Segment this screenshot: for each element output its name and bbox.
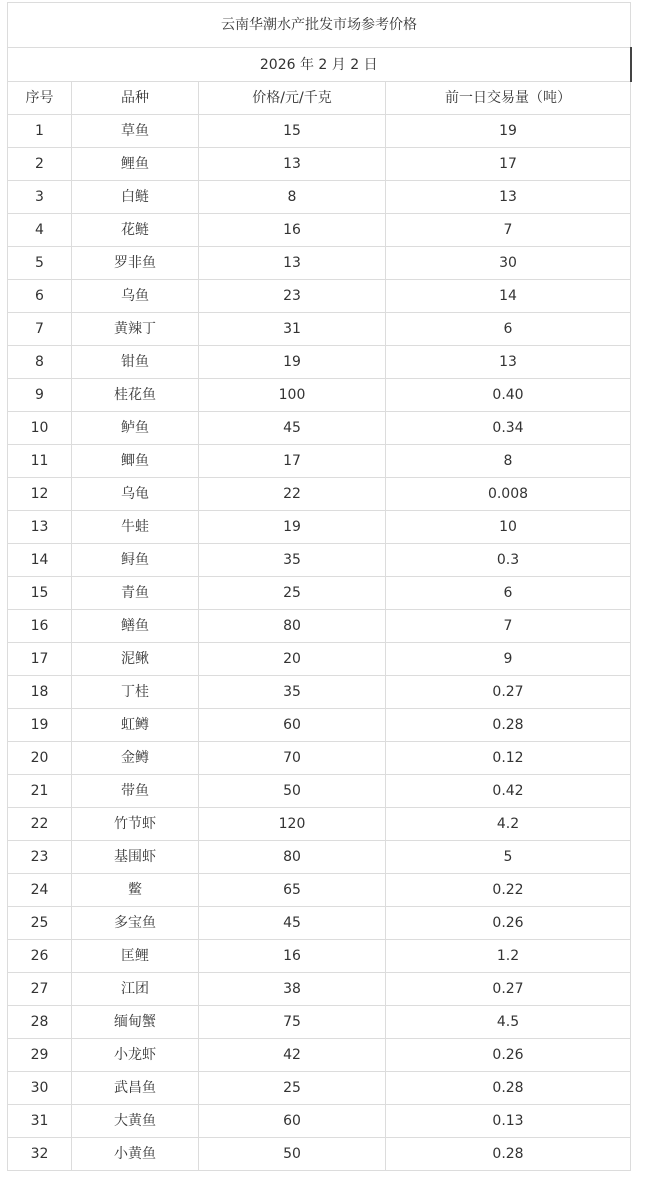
cell-no: 15 bbox=[8, 577, 72, 610]
cell-price: 35 bbox=[199, 676, 386, 709]
cell-price: 45 bbox=[199, 412, 386, 445]
header-no: 序号 bbox=[8, 82, 72, 115]
cell-price: 80 bbox=[199, 610, 386, 643]
table-row bbox=[8, 643, 631, 676]
cell-no: 3 bbox=[8, 181, 72, 214]
cell-no: 18 bbox=[8, 676, 72, 709]
cell-name: 罗非鱼 bbox=[72, 247, 199, 280]
cell-name: 武昌鱼 bbox=[72, 1072, 199, 1105]
cell-price: 16 bbox=[199, 214, 386, 247]
cell-price: 60 bbox=[199, 709, 386, 742]
cell-price: 60 bbox=[199, 1105, 386, 1138]
cell-name: 泥鳅 bbox=[72, 643, 199, 676]
cell-name: 花鲢 bbox=[72, 214, 199, 247]
cell-no: 26 bbox=[8, 940, 72, 973]
table-row bbox=[8, 1138, 631, 1171]
table-row bbox=[8, 1006, 631, 1039]
cell-volume: 4.5 bbox=[386, 1006, 631, 1039]
cell-name: 乌鱼 bbox=[72, 280, 199, 313]
cell-volume: 13 bbox=[386, 346, 631, 379]
cell-no: 5 bbox=[8, 247, 72, 280]
table-row bbox=[8, 1039, 631, 1072]
cell-price: 23 bbox=[199, 280, 386, 313]
cell-no: 32 bbox=[8, 1138, 72, 1171]
cell-name: 鳝鱼 bbox=[72, 610, 199, 643]
cell-no: 9 bbox=[8, 379, 72, 412]
table-row bbox=[8, 1105, 631, 1138]
cell-no: 1 bbox=[8, 115, 72, 148]
cell-volume: 0.3 bbox=[386, 544, 631, 577]
cell-name: 牛蛙 bbox=[72, 511, 199, 544]
cell-name: 金鳟 bbox=[72, 742, 199, 775]
table-row bbox=[8, 214, 631, 247]
cell-volume: 0.28 bbox=[386, 1138, 631, 1171]
cell-no: 24 bbox=[8, 874, 72, 907]
cell-price: 8 bbox=[199, 181, 386, 214]
cell-price: 19 bbox=[199, 511, 386, 544]
cell-volume: 17 bbox=[386, 148, 631, 181]
cell-price: 31 bbox=[199, 313, 386, 346]
cell-no: 14 bbox=[8, 544, 72, 577]
table-row bbox=[8, 907, 631, 940]
cell-price: 25 bbox=[199, 1072, 386, 1105]
cell-price: 35 bbox=[199, 544, 386, 577]
table-row bbox=[8, 148, 631, 181]
cell-volume: 10 bbox=[386, 511, 631, 544]
price-table bbox=[7, 2, 632, 1171]
table-row bbox=[8, 247, 631, 280]
cell-volume: 19 bbox=[386, 115, 631, 148]
cell-volume: 0.12 bbox=[386, 742, 631, 775]
cell-volume: 0.13 bbox=[386, 1105, 631, 1138]
table-date: 2026 年 2 月 2 日 bbox=[8, 48, 631, 82]
cell-volume: 9 bbox=[386, 643, 631, 676]
cell-no: 7 bbox=[8, 313, 72, 346]
cell-name: 鲈鱼 bbox=[72, 412, 199, 445]
cell-volume: 4.2 bbox=[386, 808, 631, 841]
cell-price: 80 bbox=[199, 841, 386, 874]
table-body bbox=[8, 3, 631, 1171]
cell-no: 17 bbox=[8, 643, 72, 676]
cell-no: 25 bbox=[8, 907, 72, 940]
table-row bbox=[8, 511, 631, 544]
cell-volume: 0.34 bbox=[386, 412, 631, 445]
table-row bbox=[8, 379, 631, 412]
cell-name: 基围虾 bbox=[72, 841, 199, 874]
table-row bbox=[8, 313, 631, 346]
cell-volume: 0.008 bbox=[386, 478, 631, 511]
cell-volume: 0.27 bbox=[386, 973, 631, 1006]
header-price: 价格/元/千克 bbox=[199, 82, 386, 115]
cell-price: 120 bbox=[199, 808, 386, 841]
table-row bbox=[8, 478, 631, 511]
cell-name: 小黄鱼 bbox=[72, 1138, 199, 1171]
cell-name: 鲫鱼 bbox=[72, 445, 199, 478]
cell-price: 75 bbox=[199, 1006, 386, 1039]
cell-no: 20 bbox=[8, 742, 72, 775]
cell-no: 13 bbox=[8, 511, 72, 544]
cell-volume: 0.40 bbox=[386, 379, 631, 412]
price-sheet bbox=[7, 2, 630, 1171]
table-row bbox=[8, 775, 631, 808]
cell-no: 6 bbox=[8, 280, 72, 313]
table-row bbox=[8, 346, 631, 379]
cell-volume: 0.26 bbox=[386, 1039, 631, 1072]
cell-volume: 0.22 bbox=[386, 874, 631, 907]
cell-price: 38 bbox=[199, 973, 386, 1006]
cell-volume: 0.28 bbox=[386, 1072, 631, 1105]
table-date-row bbox=[8, 48, 631, 82]
cell-volume: 7 bbox=[386, 214, 631, 247]
cell-no: 23 bbox=[8, 841, 72, 874]
cell-no: 8 bbox=[8, 346, 72, 379]
header-name: 品种 bbox=[72, 82, 199, 115]
cell-name: 白鲢 bbox=[72, 181, 199, 214]
cell-price: 20 bbox=[199, 643, 386, 676]
table-row bbox=[8, 973, 631, 1006]
cell-no: 22 bbox=[8, 808, 72, 841]
cell-name: 竹节虾 bbox=[72, 808, 199, 841]
cell-price: 13 bbox=[199, 148, 386, 181]
cell-no: 10 bbox=[8, 412, 72, 445]
cell-name: 鳖 bbox=[72, 874, 199, 907]
cell-name: 鲟鱼 bbox=[72, 544, 199, 577]
table-row bbox=[8, 445, 631, 478]
cell-volume: 6 bbox=[386, 577, 631, 610]
cell-volume: 13 bbox=[386, 181, 631, 214]
cell-no: 30 bbox=[8, 1072, 72, 1105]
cell-volume: 1.2 bbox=[386, 940, 631, 973]
cell-no: 27 bbox=[8, 973, 72, 1006]
cell-no: 28 bbox=[8, 1006, 72, 1039]
table-row bbox=[8, 1072, 631, 1105]
cell-price: 25 bbox=[199, 577, 386, 610]
cell-no: 2 bbox=[8, 148, 72, 181]
cell-name: 鲤鱼 bbox=[72, 148, 199, 181]
table-header-row bbox=[8, 82, 631, 115]
cell-name: 钳鱼 bbox=[72, 346, 199, 379]
cell-name: 虹鳟 bbox=[72, 709, 199, 742]
table-row bbox=[8, 709, 631, 742]
table-row bbox=[8, 874, 631, 907]
cell-name: 乌龟 bbox=[72, 478, 199, 511]
cell-volume: 8 bbox=[386, 445, 631, 478]
cell-price: 13 bbox=[199, 247, 386, 280]
table-row bbox=[8, 280, 631, 313]
cell-name: 黄辣丁 bbox=[72, 313, 199, 346]
cell-price: 50 bbox=[199, 1138, 386, 1171]
cell-no: 21 bbox=[8, 775, 72, 808]
cell-no: 19 bbox=[8, 709, 72, 742]
cell-name: 丁桂 bbox=[72, 676, 199, 709]
cell-no: 31 bbox=[8, 1105, 72, 1138]
cell-volume: 0.28 bbox=[386, 709, 631, 742]
cell-name: 大黄鱼 bbox=[72, 1105, 199, 1138]
cell-price: 19 bbox=[199, 346, 386, 379]
cell-volume: 7 bbox=[386, 610, 631, 643]
cell-volume: 30 bbox=[386, 247, 631, 280]
table-row bbox=[8, 841, 631, 874]
table-caption-row bbox=[8, 3, 631, 48]
cell-name: 缅甸蟹 bbox=[72, 1006, 199, 1039]
cell-volume: 14 bbox=[386, 280, 631, 313]
cell-no: 12 bbox=[8, 478, 72, 511]
cell-price: 100 bbox=[199, 379, 386, 412]
cell-price: 15 bbox=[199, 115, 386, 148]
cell-price: 65 bbox=[199, 874, 386, 907]
table-row bbox=[8, 115, 631, 148]
table-row bbox=[8, 610, 631, 643]
table-row bbox=[8, 808, 631, 841]
cell-name: 江团 bbox=[72, 973, 199, 1006]
table-row bbox=[8, 940, 631, 973]
table-row bbox=[8, 181, 631, 214]
cell-price: 22 bbox=[199, 478, 386, 511]
cell-price: 16 bbox=[199, 940, 386, 973]
cell-no: 11 bbox=[8, 445, 72, 478]
table-row bbox=[8, 544, 631, 577]
table-row bbox=[8, 742, 631, 775]
cell-price: 17 bbox=[199, 445, 386, 478]
cell-volume: 6 bbox=[386, 313, 631, 346]
cell-name: 桂花鱼 bbox=[72, 379, 199, 412]
cell-volume: 5 bbox=[386, 841, 631, 874]
cell-name: 草鱼 bbox=[72, 115, 199, 148]
table-row bbox=[8, 577, 631, 610]
cell-price: 45 bbox=[199, 907, 386, 940]
cell-name: 青鱼 bbox=[72, 577, 199, 610]
table-title: 云南华潮水产批发市场参考价格 bbox=[8, 3, 631, 48]
cell-price: 50 bbox=[199, 775, 386, 808]
cell-no: 29 bbox=[8, 1039, 72, 1072]
cell-name: 小龙虾 bbox=[72, 1039, 199, 1072]
cell-volume: 0.27 bbox=[386, 676, 631, 709]
cell-no: 4 bbox=[8, 214, 72, 247]
cell-volume: 0.42 bbox=[386, 775, 631, 808]
cell-name: 多宝鱼 bbox=[72, 907, 199, 940]
cell-price: 70 bbox=[199, 742, 386, 775]
cell-no: 16 bbox=[8, 610, 72, 643]
table-row bbox=[8, 412, 631, 445]
cell-price: 42 bbox=[199, 1039, 386, 1072]
header-volume: 前一日交易量（吨） bbox=[386, 82, 631, 115]
cell-name: 带鱼 bbox=[72, 775, 199, 808]
cell-name: 匡鲤 bbox=[72, 940, 199, 973]
table-row bbox=[8, 676, 631, 709]
cell-volume: 0.26 bbox=[386, 907, 631, 940]
